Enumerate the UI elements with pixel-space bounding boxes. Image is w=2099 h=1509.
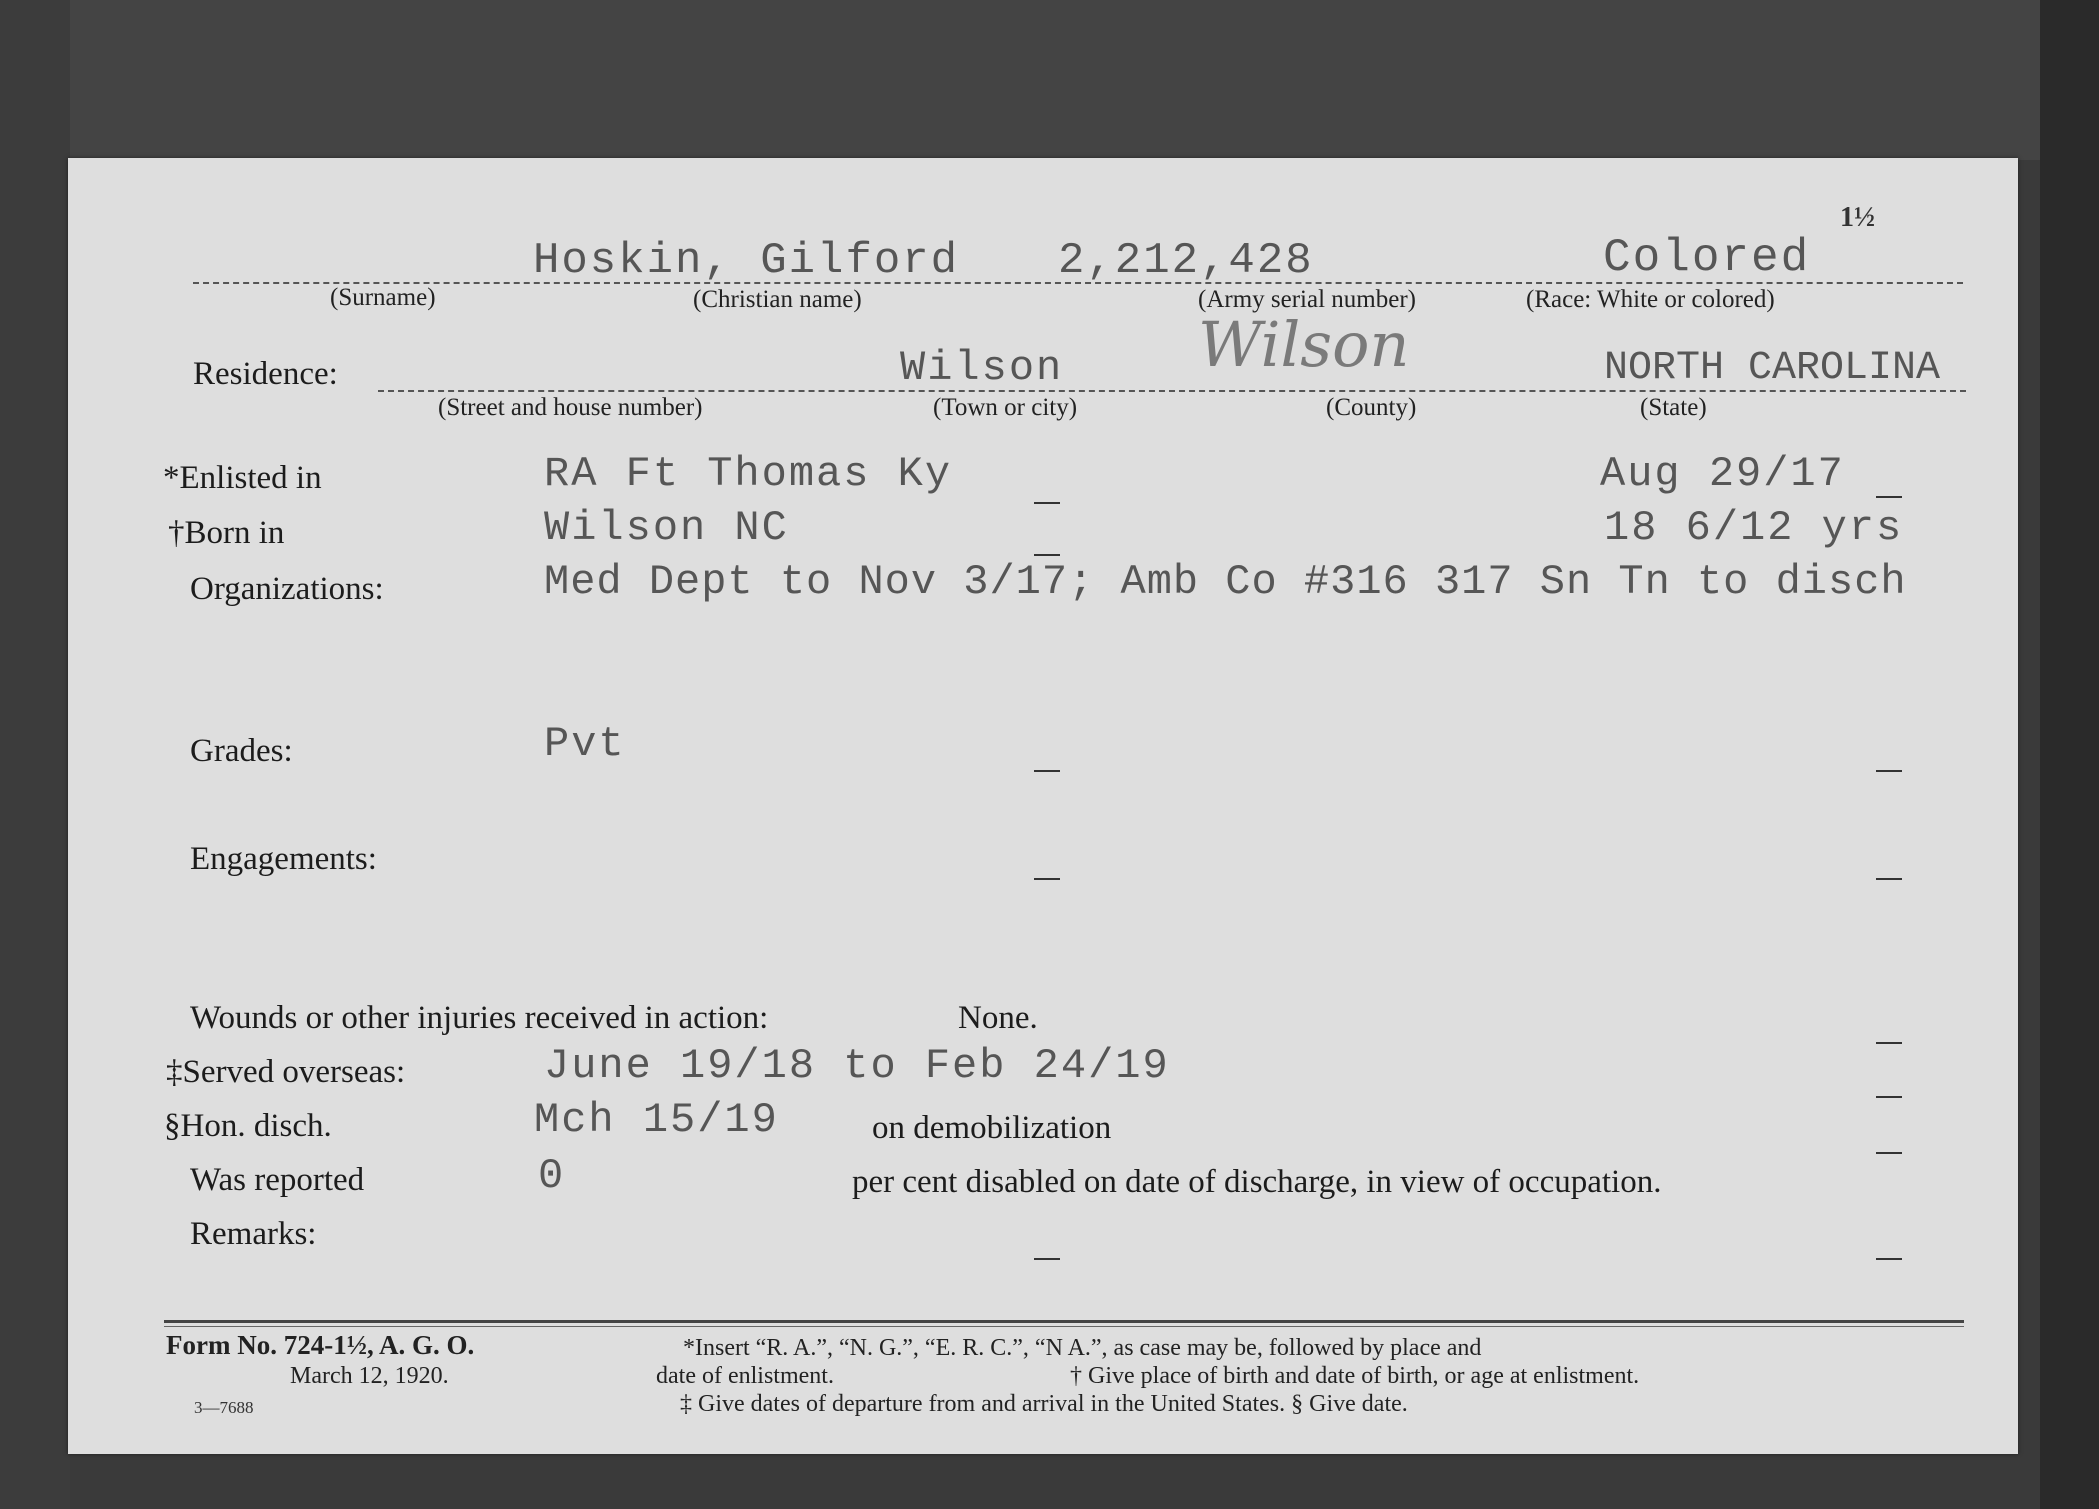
soldier-name: Hoskin, Gilford <box>533 236 960 286</box>
footer-rule-thin <box>164 1326 1964 1327</box>
caption-serial-number: (Army serial number) <box>1198 286 1416 313</box>
residence-label: Residence: <box>193 356 338 392</box>
enlisted-value: RA Ft Thomas Ky <box>544 450 953 498</box>
dash <box>1034 1258 1060 1260</box>
dash <box>1876 1152 1902 1154</box>
grades-value: Pvt <box>544 720 626 768</box>
caption-state: (State) <box>1640 394 1707 421</box>
dash <box>1876 1042 1902 1044</box>
footnote-line3: ‡ Give dates of departure from and arrival in the United States. § Give date. <box>680 1391 1408 1417</box>
hon-disch-value: Mch 15/19 <box>534 1096 779 1144</box>
caption-surname: (Surname) <box>330 284 436 311</box>
dash <box>1876 1096 1902 1098</box>
dash <box>1876 878 1902 880</box>
footer-rule <box>164 1320 1964 1323</box>
background-left <box>0 0 70 1509</box>
dash <box>1034 502 1060 504</box>
born-age: 18 6/12 yrs <box>1604 504 1904 552</box>
enlisted-date: Aug 29/17 <box>1600 450 1845 498</box>
reported-value: 0 <box>538 1152 566 1200</box>
corner-mark: 1½ <box>1840 202 1875 233</box>
enlisted-label: *Enlisted in <box>163 460 322 496</box>
organizations-value: Med Dept to Nov 3/17; Amb Co #316 317 Sn Tn to disch <box>544 558 1907 606</box>
residence-town: Wilson <box>900 344 1064 392</box>
dash <box>1034 878 1060 880</box>
born-label: †Born in <box>168 515 285 551</box>
wounds-label: Wounds or other injuries received in action: <box>190 1000 769 1036</box>
dash <box>1876 496 1902 498</box>
reported-label: Was reported <box>190 1162 365 1198</box>
residence-county-handwritten: Wilson <box>1198 308 1410 381</box>
dash <box>1876 1258 1902 1260</box>
overseas-label: ‡Served overseas: <box>166 1054 406 1090</box>
footnote-line2b: † Give place of birth and date of birth, or age at enlistment. <box>1070 1363 1640 1389</box>
name-line <box>193 282 1963 284</box>
dash <box>1034 554 1060 556</box>
born-value: Wilson NC <box>544 504 789 552</box>
caption-christian-name: (Christian name) <box>693 286 862 313</box>
serial-number: 2,212,428 <box>1058 236 1314 286</box>
dash <box>1876 770 1902 772</box>
reported-text: per cent disabled on date of discharge, in view of occupation. <box>852 1164 1662 1200</box>
print-code: 3—7688 <box>194 1398 254 1417</box>
background-right <box>2040 0 2099 1509</box>
form-number: Form No. 724-1½, A. G. O. <box>166 1330 475 1360</box>
caption-county: (County) <box>1326 394 1417 421</box>
form-date: March 12, 1920. <box>290 1363 449 1389</box>
background-top <box>0 0 2099 160</box>
wounds-value: None. <box>958 1000 1038 1036</box>
race-value: Colored <box>1603 232 1811 284</box>
hon-disch-label: §Hon. disch. <box>164 1108 332 1144</box>
engagements-label: Engagements: <box>190 841 377 877</box>
remarks-label: Remarks: <box>190 1216 317 1252</box>
footnote-line1: *Insert “R. A.”, “N. G.”, “E. R. C.”, “N A.”, as case may be, followed by place and <box>683 1335 1482 1361</box>
organizations-label: Organizations: <box>190 571 384 607</box>
residence-state: NORTH CAROLINA <box>1604 346 1941 391</box>
grades-label: Grades: <box>190 733 293 769</box>
dash <box>1034 770 1060 772</box>
caption-street: (Street and house number) <box>438 394 703 421</box>
overseas-value: June 19/18 to Feb 24/19 <box>544 1042 1170 1090</box>
caption-town: (Town or city) <box>933 394 1078 421</box>
residence-line <box>378 390 1966 392</box>
caption-race: (Race: White or colored) <box>1526 286 1775 313</box>
service-record-card <box>68 158 2018 1454</box>
hon-disch-reason: on demobilization <box>872 1110 1112 1146</box>
footnote-line2a: date of enlistment. <box>656 1363 834 1389</box>
